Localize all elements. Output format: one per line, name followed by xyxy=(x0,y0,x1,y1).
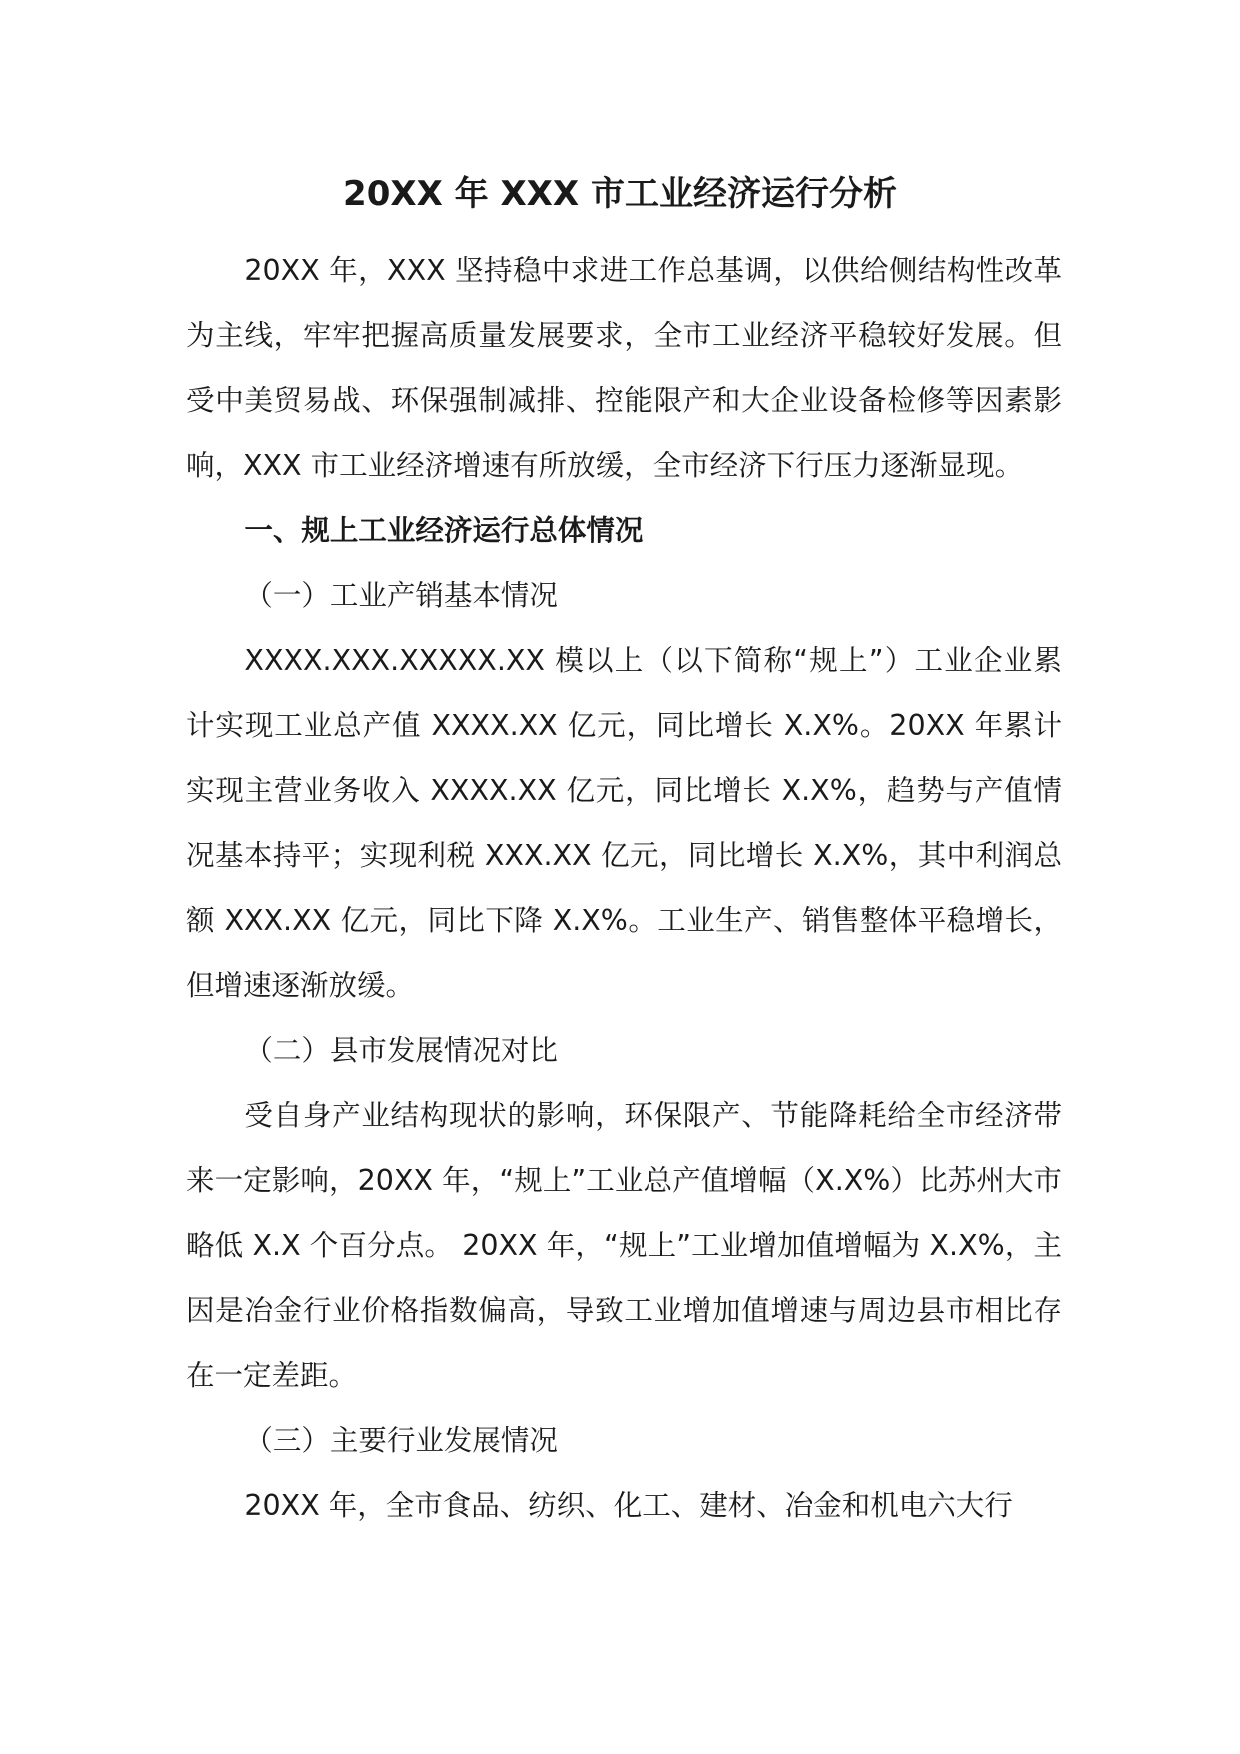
production-sales-paragraph: XXXX.XXX.XXXXX.XX 模以上（以下简称“规上”）工业企业累计实现工业总产值 XXXX.XX 亿元，同比增长 X.X%。20XX 年累计实现主营业务收入 XXXX.XX 亿元，同比增长 X.X%，趋势与产值情况基本持平；实现利税 XXX.XX 亿元，同比增长 X.X%，其中利润总额 XXX.XX 亿元，同比下降 X.X%。工业生产、销售整体平稳增长，但增速逐渐放缓。 xyxy=(186,644,1062,1002)
county-comparison-paragraph: 受自身产业结构现状的影响，环保限产、节能降耗给全市经济带来一定影响，20XX 年，“规上”工业总产值增幅（X.X%）比苏州大市略低 X.X 个百分点。 20XX 年，“规上”工业增加值增幅为 X.X%，主因是冶金行业价格指数偏高，导致工业增加值增速与周边县市相比存在一定差距。 xyxy=(186,1099,1062,1392)
subsection-heading-production-sales: （一）工业产销基本情况 xyxy=(244,579,558,612)
subsection-heading-county-comparison: （二）县市发展情况对比 xyxy=(244,1034,558,1067)
intro-paragraph: 20XX 年，XXX 坚持稳中求进工作总基调，以供给侧结构性改革为主线，牢牢把握高质量发展要求，全市工业经济平稳较好发展。但受中美贸易战、环保强制减排、控能限产和大企业设备检修等因素影响，XXX 市工业经济增速有所放缓，全市经济下行压力逐渐显现。 xyxy=(186,254,1062,482)
document-body xyxy=(186,238,1062,1538)
document-title: 20XX 年 XXX 市工业经济运行分析 xyxy=(343,174,897,214)
industry-development-paragraph: 20XX 年，全市食品、纺织、化工、建材、冶金和机电六大行 xyxy=(244,1489,1013,1522)
subsection-heading-industry-development: （三）主要行业发展情况 xyxy=(244,1424,558,1457)
section-heading-overall: 一、规上工业经济运行总体情况 xyxy=(244,514,644,547)
